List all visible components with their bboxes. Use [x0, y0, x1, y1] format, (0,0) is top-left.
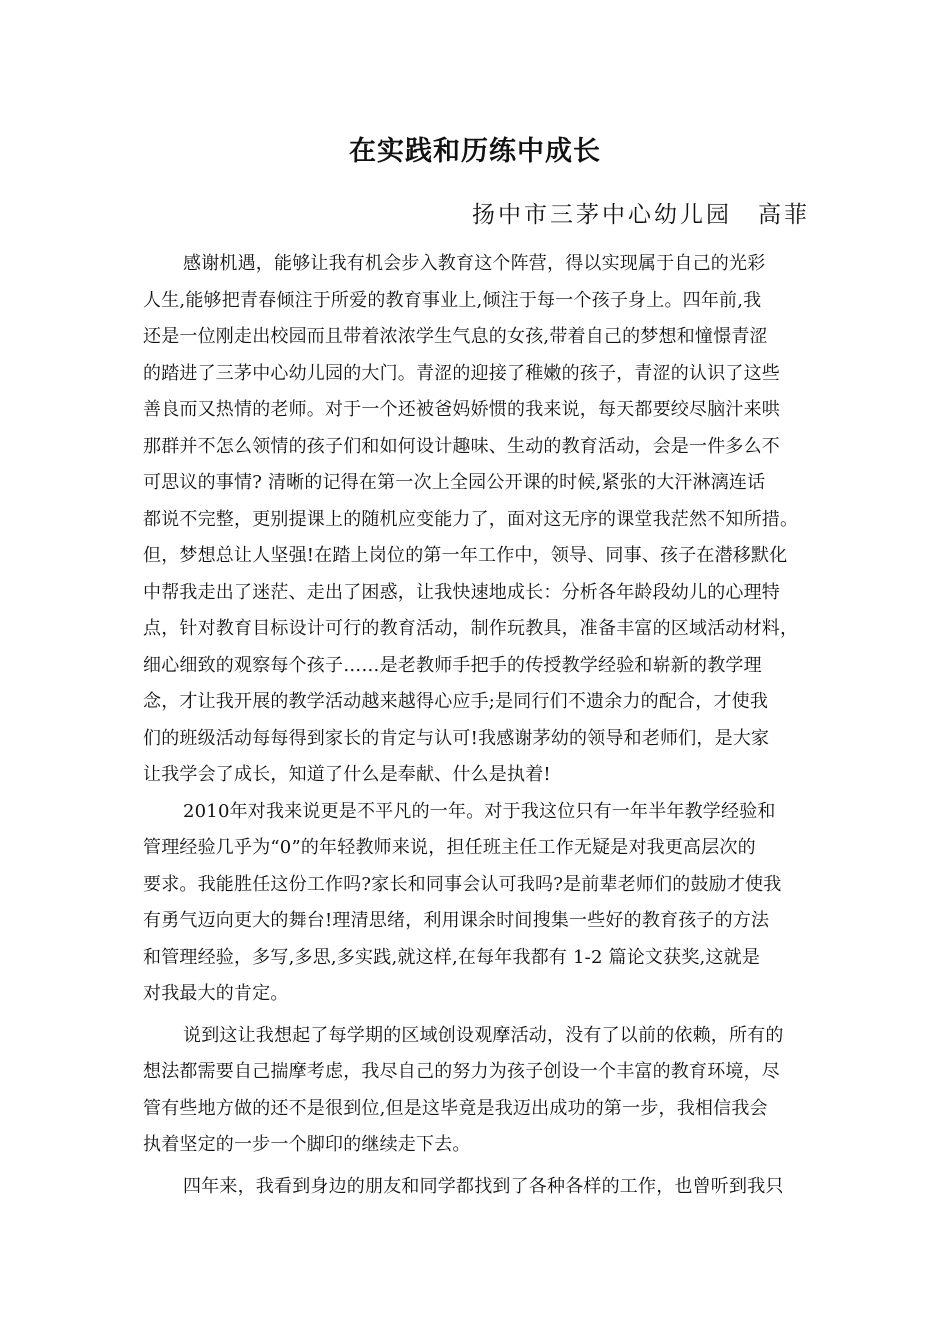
paragraph — [143, 1169, 813, 1206]
paragraph-line: 善良而又热情的老师。对于一个还被爸妈娇惯的我来说，每天都要绞尽脑汁来哄 — [143, 399, 780, 420]
paragraph-line: 可思议的事情? 清晰的记得在第一次上全园公开课的时候,紧张的大汗淋漓连话 — [143, 472, 766, 493]
paragraph-line: 和管理经验，多写,多思,多实践,就这样,在每年我都有 1-2 篇论文获奖,这就是 — [143, 946, 761, 968]
paragraph-line: 都说不完整，更别提课上的随机应变能力了，面对这无序的课堂我茫然不知所措。 — [143, 508, 799, 530]
document-body — [143, 246, 813, 1205]
paragraph-line: 还是一位刚走出校园而且带着浓浓学生气息的女孩,带着自己的梦想和憧憬青涩 — [143, 326, 768, 347]
paragraph-line: 想法都需要自己揣摩考虑，我尽自己的努力为孩子创设一个丰富的教育环境，尽 — [143, 1061, 780, 1082]
paragraph — [143, 794, 813, 1013]
paragraph-line: 们的班级活动每每得到家长的肯定与认可!我感谢茅幼的领导和老师们，是大家 — [143, 727, 770, 749]
paragraph — [143, 246, 813, 794]
paragraph-line: 细心细致的观察每个孩子……是老教师手把手的传授教学经验和崭新的教学理 — [143, 654, 762, 676]
paragraph-line: 要求。我能胜任这份工作吗?家长和同事会认可我吗?是前辈老师们的鼓励才使我 — [143, 873, 782, 895]
paragraph-line: 2010年对我来说更是不平凡的一年。对于我这位只有一年半年教学经验和 — [183, 800, 776, 822]
paragraph-line: 四年来，我看到身边的朋友和同学都找到了各种各样的工作，也曾听到我只 — [183, 1175, 784, 1197]
paragraph-line: 说到这让我想起了每学期的区域创设观摩活动，没有了以前的依赖，所有的 — [183, 1024, 784, 1046]
paragraph-line: 念，才让我开展的教学活动越来越得心应手;是同行们不遗余力的配合，才使我 — [143, 691, 769, 712]
paragraph-line: 对我最大的肯定。 — [143, 983, 289, 1004]
paragraph-line: 的踏进了三茅中心幼儿园的大门。青涩的迎接了稚嫩的孩子，青涩的认识了这些 — [143, 362, 780, 384]
paragraph-line: 管理经验几乎为“0”的年轻教师来说，担任班主任工作无疑是对我更高层次的 — [143, 837, 756, 858]
paragraph-line: 让我学会了成长，知道了什么是奉献、什么是执着! — [143, 764, 551, 785]
paragraph — [143, 1018, 813, 1164]
author-byline: 扬中市三茅中心幼儿园 高菲 — [472, 202, 810, 228]
paragraph-line: 点，针对教育目标设计可行的教育活动，制作玩教具，准备丰富的区域活动材料， — [143, 618, 799, 639]
paragraph-line: 但，梦想总让人坚强!在踏上岗位的第一年工作中，领导、同事、孩子在潜移默化 — [143, 545, 788, 566]
paragraph-line: 管有些地方做的还不是很到位,但是这毕竟是我迈出成功的第一步，我相信我会 — [143, 1097, 768, 1119]
document-title: 在实践和历练中成长 — [349, 136, 601, 167]
paragraph-line: 中帮我走出了迷茫、走出了困惑，让我快速地成长：分析各年龄段幼儿的心理特 — [143, 581, 780, 603]
paragraph-line: 那群并不怎么领情的孩子们和如何设计趣味、生动的教育活动，会是一件多么不 — [143, 435, 780, 457]
paragraph-line: 人生,能够把青春倾注于所爱的教育事业上,倾注于每一个孩子身上。四年前,我 — [143, 289, 762, 311]
paragraph-line: 有勇气迈向更大的舞台!理清思绪，利用课余时间搜集一些好的教育孩子的方法 — [143, 910, 770, 931]
paragraph-line: 执着坚定的一步一个脚印的继续走下去。 — [143, 1134, 471, 1155]
paragraph-line: 感谢机遇，能够让我有机会步入教育这个阵营，得以实现属于自己的光彩 — [183, 253, 766, 274]
